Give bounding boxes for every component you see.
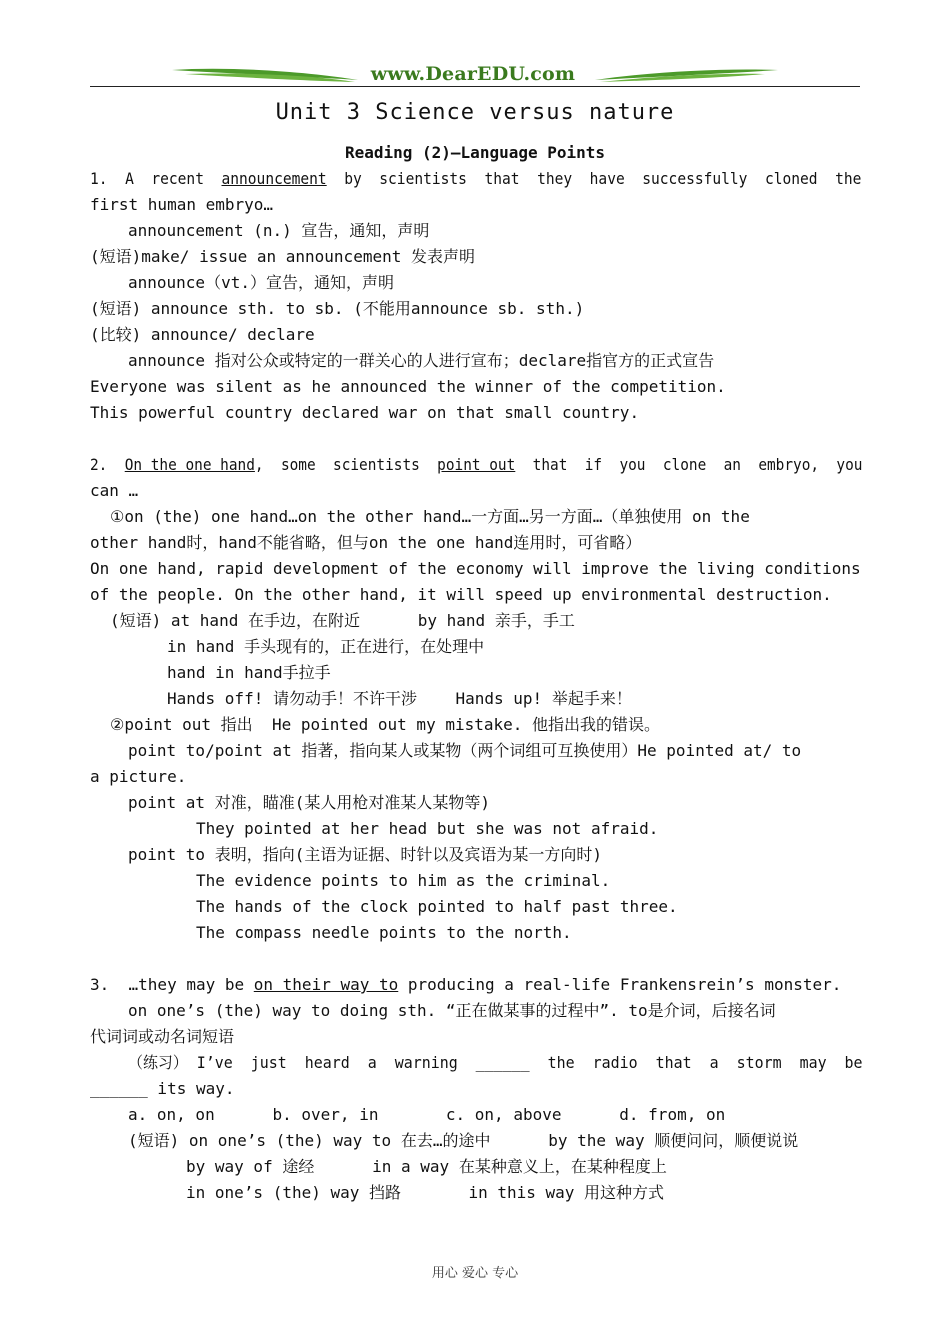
page-footer: 用心 爱心 专心 bbox=[431, 1266, 519, 1281]
text-line: can … bbox=[90, 481, 139, 500]
text-line: in one’s (the) way 挡路 in this way 用这种方式 bbox=[186, 1183, 665, 1202]
example-sentence: The compass needle points to the north. bbox=[196, 923, 572, 942]
underlined-phrase: On the one hand bbox=[124, 455, 255, 474]
text-line: point to 表明，指向(主语为证据、时针以及宾语为某一方向时) bbox=[128, 845, 602, 864]
example-sentence: Everyone was silent as he announced the winner of the competition. bbox=[90, 377, 726, 396]
text-line: a picture. bbox=[90, 767, 187, 786]
text-line: hand in hand手拉手 bbox=[167, 663, 331, 682]
text-line: 代词词或动名词短语 bbox=[90, 1027, 235, 1046]
text-line: point at 对准，瞄准(某人用枪对准某人某物等) bbox=[128, 793, 490, 812]
text-line: by way of 途经 in a way 在某种意义上，在某种程度上 bbox=[186, 1157, 667, 1176]
item3-heading: 3. …they may be on their way to producing a real-life Frankensrein’s monster. bbox=[90, 975, 842, 994]
text-line: announce 指对公众或特定的一群关心的人进行宣布；declare指官方的正式宣告 bbox=[128, 351, 715, 370]
text-line: ②point out 指出 He pointed out my mistake. 他指出我的错误。 bbox=[110, 715, 661, 734]
text-line: first human embryo… bbox=[90, 195, 274, 214]
underlined-phrase: on their way to bbox=[253, 975, 399, 994]
text-line: in hand 手头现有的，正在进行，在处理中 bbox=[167, 637, 485, 656]
example-sentence: The evidence points to him as the criminal. bbox=[196, 871, 611, 890]
example-sentence: They pointed at her head but she was not afraid. bbox=[196, 819, 659, 838]
text-line: announce（vt.）宣告，通知，声明 bbox=[128, 273, 394, 292]
header-divider bbox=[90, 86, 860, 87]
page-title: Unit 3 Science versus nature bbox=[275, 100, 675, 125]
text-line: other hand时，hand不能省略，但与on the one hand连用时，可省略） bbox=[90, 533, 642, 552]
example-sentence: This powerful country declared war on that small country. bbox=[90, 403, 640, 422]
text-line: Hands off! 请勿动手！不许干涉 Hands up! 举起手来！ bbox=[167, 689, 632, 708]
text-line: (短语) on one’s (the) way to 在去…的途中 by the way 顺便问问，顺便说说 bbox=[128, 1131, 799, 1150]
underlined-phrase: announcement bbox=[221, 169, 327, 188]
text-line: announcement (n.) 宣告，通知，声明 bbox=[128, 221, 430, 240]
exercise-options: a. on, on b. over, in c. on, above d. from, on bbox=[128, 1105, 726, 1124]
text-line: (短语) at hand 在手边，在附近 by hand 亲手，手工 bbox=[110, 611, 575, 630]
text-line: (比较) announce/ declare bbox=[90, 325, 315, 344]
page-subtitle: Reading (2)—Language Points bbox=[344, 143, 606, 162]
underlined-phrase: point out bbox=[437, 455, 516, 474]
item2-heading: 2. On the one hand, some scientists point out that if you clone an embryo, you bbox=[90, 455, 863, 474]
text-line: on one’s (the) way to doing sth. “正在做某事的过程中”. to是介词，后接名词 bbox=[128, 1001, 776, 1020]
text-line: (短语) announce sth. to sb. (不能用announce sb. sth.) bbox=[90, 299, 585, 318]
text-line: (短语)make/ issue an announcement 发表声明 bbox=[90, 247, 475, 266]
example-sentence: On one hand, rapid development of the economy will improve the living conditions bbox=[90, 559, 861, 578]
example-sentence: of the people. On the other hand, it will speed up environmental destruction. bbox=[90, 585, 832, 604]
exercise-question: （练习） I’ve just heard a warning ______ the radio that a storm may be bbox=[128, 1053, 863, 1072]
exercise-question: ______ its way. bbox=[90, 1079, 235, 1098]
text-line: point to/point at 指著，指向某人或某物（两个词组可互换使用）He pointed at/ to bbox=[128, 741, 802, 760]
example-sentence: The hands of the clock pointed to half past three. bbox=[196, 897, 678, 916]
text-line: ①on (the) one hand…on the other hand…一方面…另一方面…（单独使用 on the bbox=[110, 507, 750, 526]
site-logo: www.DearEDU.com bbox=[370, 63, 576, 85]
item1-heading: 1. A recent announcement by scientists that they have successfully cloned the bbox=[90, 169, 862, 188]
